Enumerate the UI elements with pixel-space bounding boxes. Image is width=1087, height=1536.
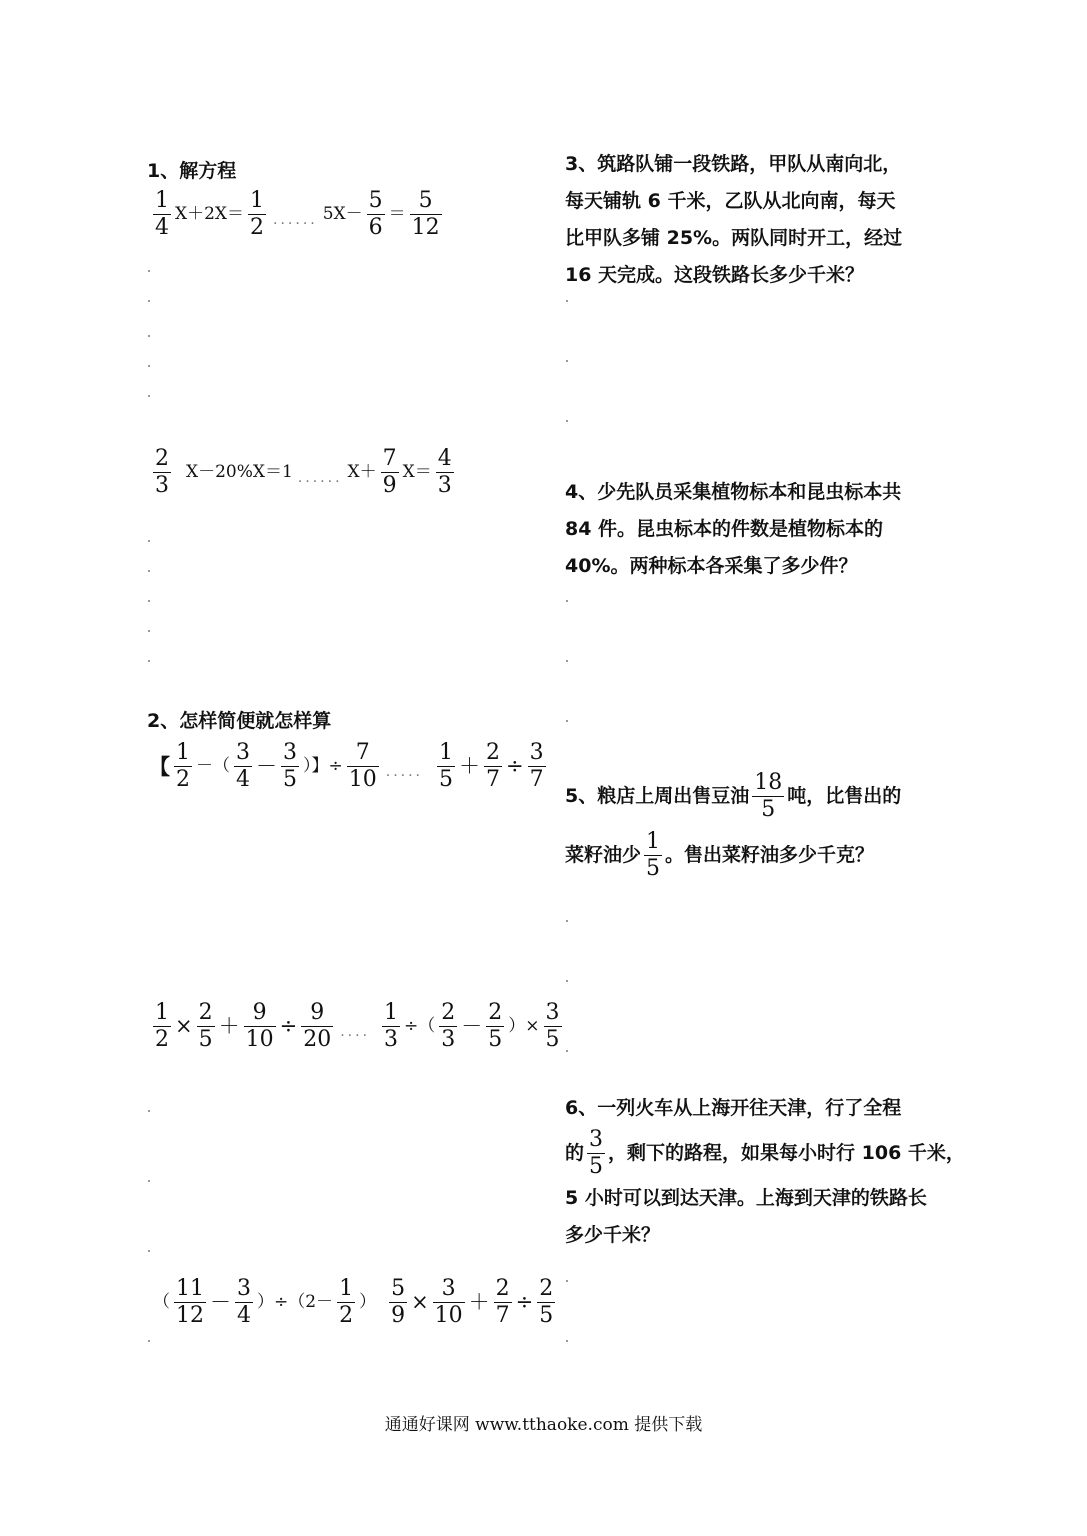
guide-dot	[148, 600, 150, 602]
problem-3	[565, 146, 945, 294]
guide-dot	[566, 660, 568, 662]
problem-4	[565, 474, 945, 585]
guide-dot	[148, 1340, 150, 1342]
guide-dot	[148, 1180, 150, 1182]
guide-dot	[148, 365, 150, 367]
problem-6-line-3: 5 小时可以到达天津。上海到天津的铁路长	[565, 1187, 927, 1209]
problem-3-line: 3、筑路队铺一段铁路，甲队从南向北，	[565, 153, 902, 175]
guide-dot	[148, 335, 150, 337]
problem-4-line: 4、少先队员采集植物标本和昆虫标本共	[565, 481, 902, 503]
problem-5-line-1: 5、粮店上周出售豆油 $\frac{18}{5}$ 吨，比售出的	[565, 770, 902, 822]
problem-6	[565, 1090, 965, 1254]
problem-5-line-2: 菜籽油少 $\frac{1}{5}$ 。售出菜籽油多少千克？	[565, 829, 875, 881]
guide-dot	[566, 980, 568, 982]
guide-dot	[566, 920, 568, 922]
guide-dot	[148, 570, 150, 572]
guide-dot	[566, 1340, 568, 1342]
guide-dot	[148, 1110, 150, 1112]
section-2-heading: 2、怎样简便就怎样算	[147, 710, 332, 732]
guide-dot	[566, 600, 568, 602]
guide-dot	[148, 270, 150, 272]
guide-dot	[566, 1050, 568, 1052]
problem-6-line-1: 6、一列火车从上海开往天津，行了全程	[565, 1097, 902, 1119]
calc-row-1: 【 $\frac{1}{2}$ －（ $\frac{3}{4}$ － $\frac{3}{5}$ ）】÷ $\frac{7}{10}$ ..... $\frac{1}{5}$ ＋ $\frac{2}{7}$ ÷ $\frac{3}{7}$	[149, 740, 544, 792]
guide-dot	[148, 660, 150, 662]
calc-row-2: $\frac{1}{2}$ × $\frac{2}{5}$ ＋ $\frac{9}{10}$ ÷ $\frac{9}{20}$ .... $\frac{1}{3}$ ÷（ $\frac{2}{3}$ － $\frac{2}{5}$ ）× $\frac{3}{5}$	[155, 1000, 560, 1052]
guide-dot	[566, 300, 568, 302]
guide-dot	[148, 540, 150, 542]
problem-4-line: 40%。两种标本各采集了多少件？	[565, 555, 858, 577]
calc-row-3: （ $\frac{11}{12}$ － $\frac{3}{4}$ ）÷（2－ $\frac{1}{2}$ ） $\frac{5}{9}$ × $\frac{3}{10}$ ＋ $\frac{2}{7}$ ÷ $\frac{2}{5}$	[153, 1276, 554, 1328]
problem-3-line: 比甲队多铺 25%。两队同时开工，经过	[565, 227, 903, 249]
problem-6-line-2: 的 $\frac{3}{5}$ ，剩下的路程，如果每小时行 106 千米，	[565, 1127, 965, 1179]
guide-dot	[148, 300, 150, 302]
guide-dot	[566, 1280, 568, 1282]
problem-5	[565, 770, 945, 882]
problem-4-line: 84 件。昆虫标本的件数是植物标本的	[565, 518, 884, 540]
guide-dot	[148, 630, 150, 632]
guide-dot	[566, 360, 568, 362]
problem-3-line: 16 天完成。这段铁路长多少千米？	[565, 264, 865, 286]
problem-3-line: 每天铺轨 6 千米，乙队从北向南，每天	[565, 190, 896, 212]
equation-1: $\frac{1}{4}$ X＋2X＝ $\frac{1}{2}$ ...... 5X－ $\frac{5}{6}$ ＝ $\frac{5}{12}$	[155, 188, 440, 240]
guide-dot	[566, 420, 568, 422]
equation-3: $\frac{2}{3}$ X－20%X＝1 ...... X＋ $\frac{7}{9}$ X＝ $\frac{4}{3}$	[155, 446, 452, 498]
problem-6-line-4: 多少千米？	[565, 1224, 661, 1246]
guide-dot	[148, 1250, 150, 1252]
footer-text: 通通好课网 www.tthaoke.com 提供下载	[384, 1415, 703, 1435]
section-1-heading: 1、解方程	[147, 160, 237, 182]
guide-dot	[148, 395, 150, 397]
guide-dot	[566, 720, 568, 722]
